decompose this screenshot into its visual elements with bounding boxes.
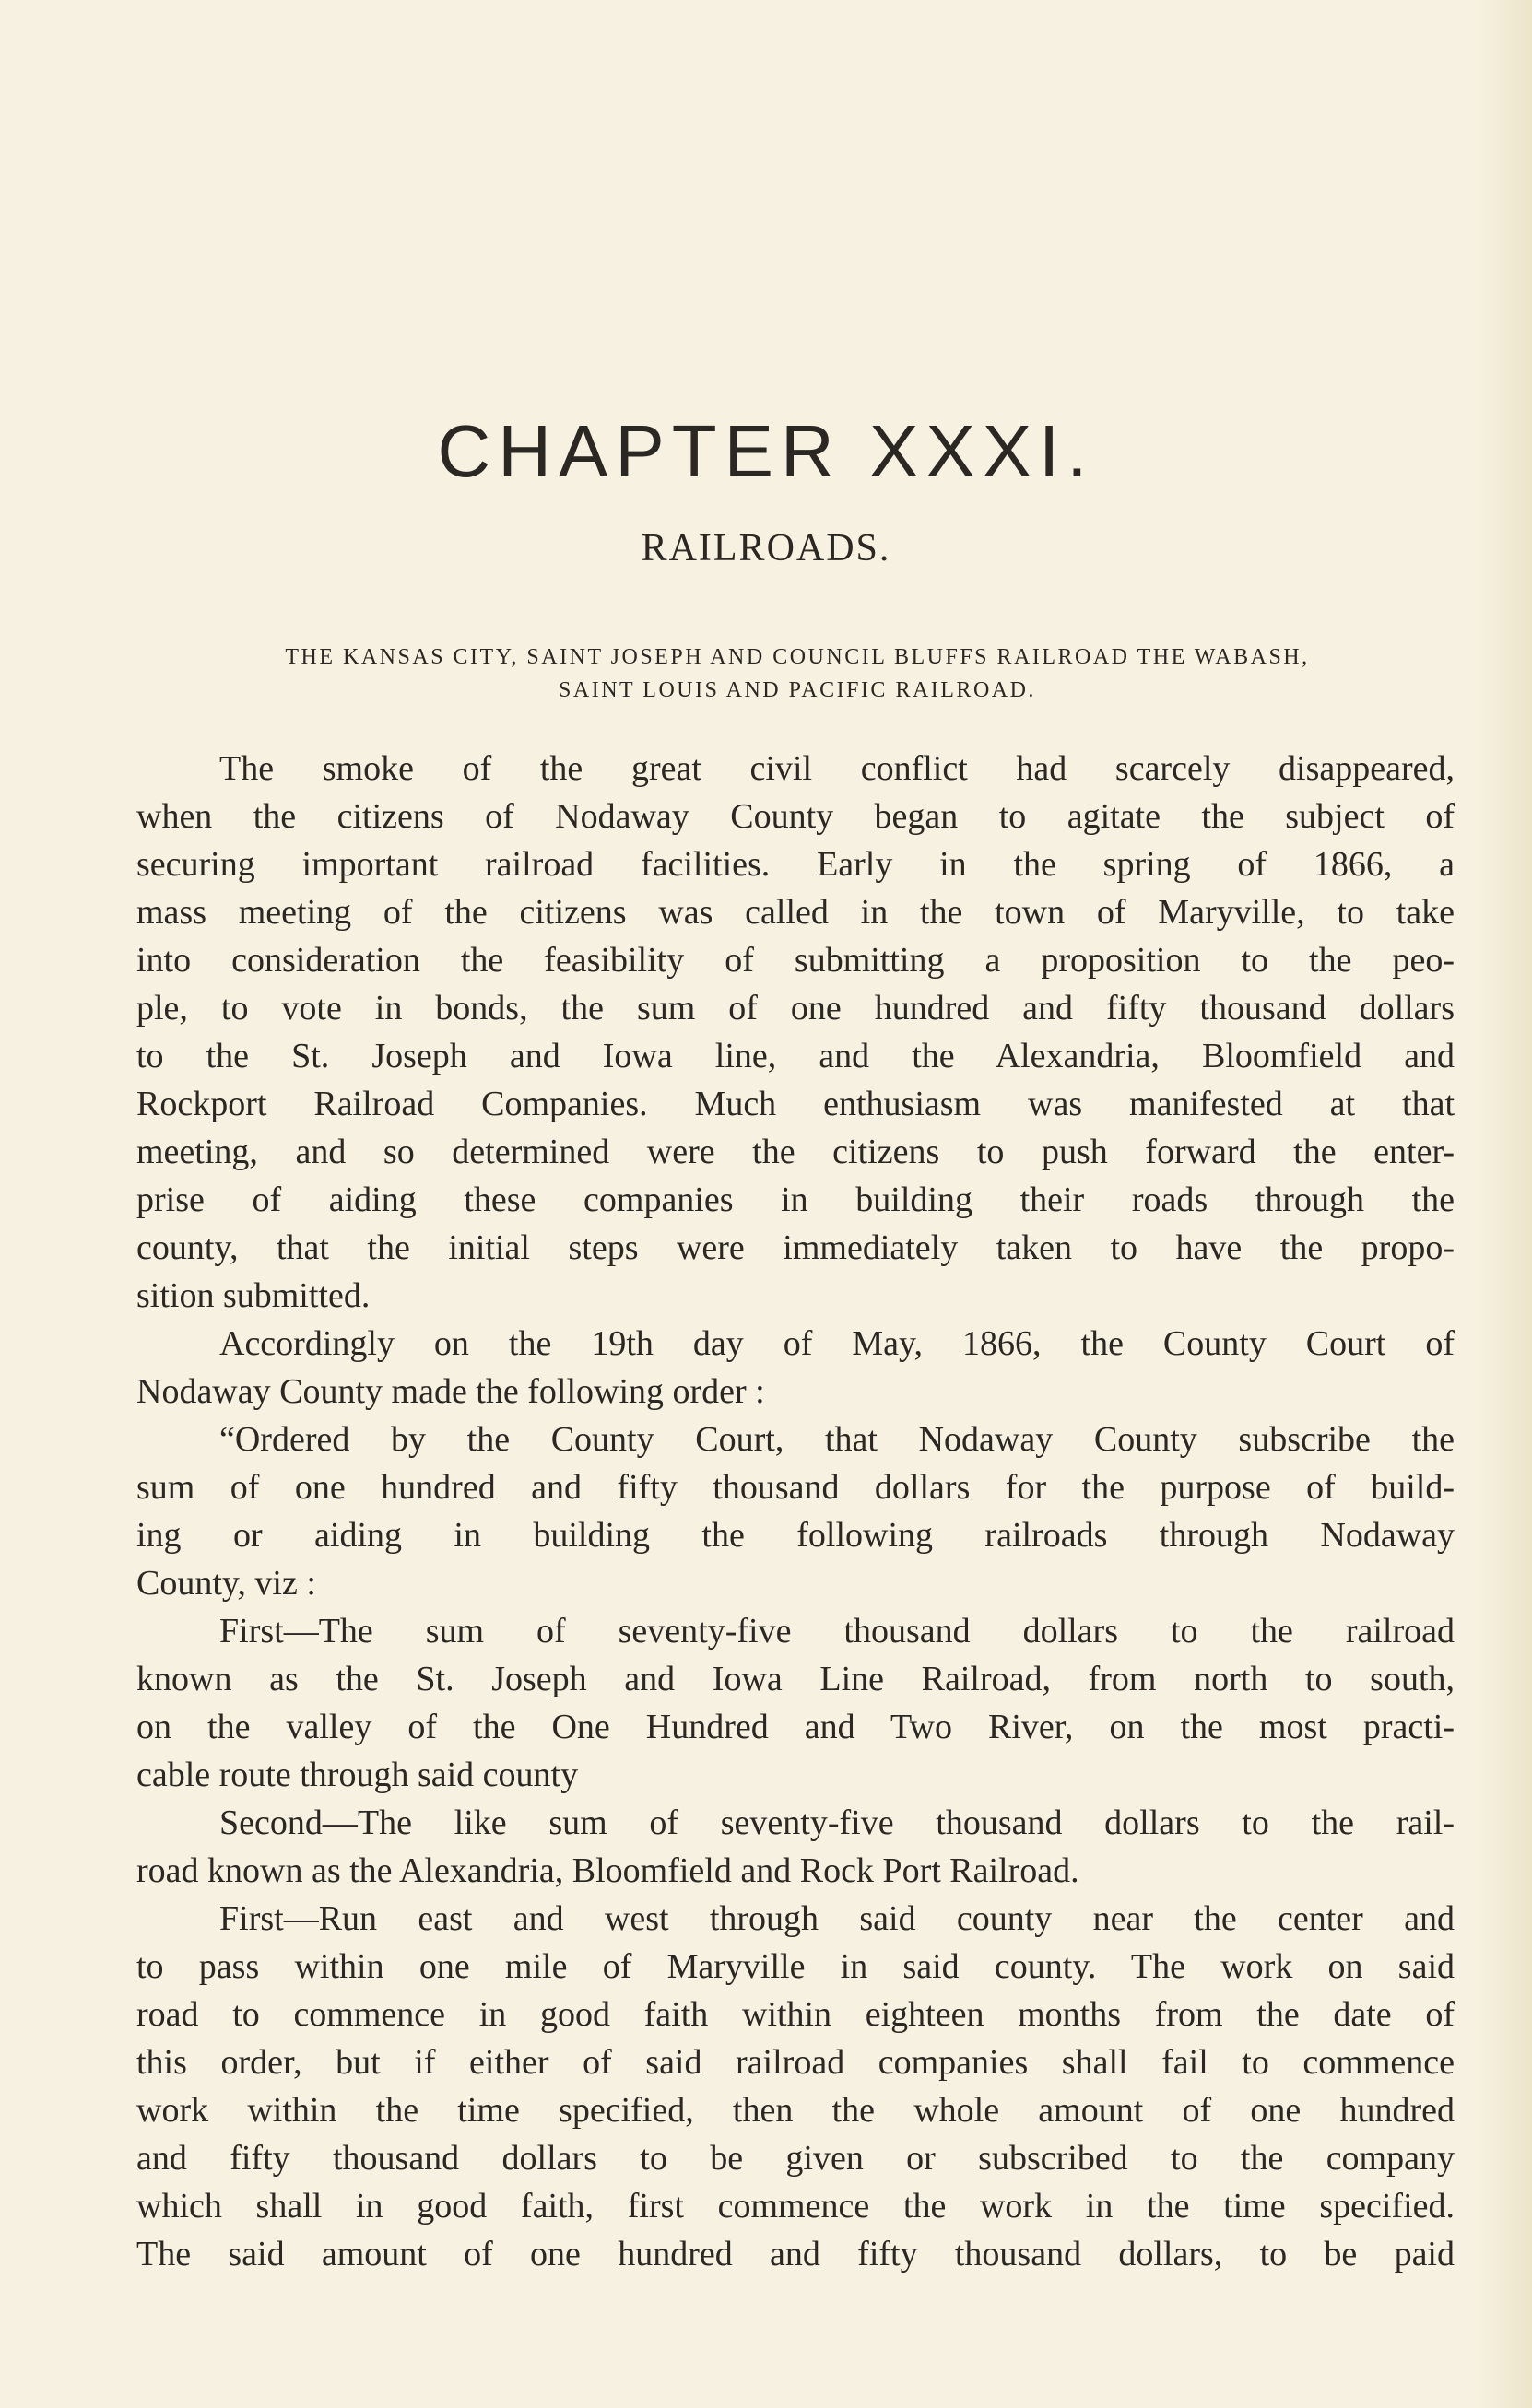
text-line: and fifty thousand dollars to be given or subscribed to the company xyxy=(136,2139,1455,2178)
text-line: ing or aiding in building the following railroads through Nodaway xyxy=(136,1516,1455,1555)
text-line: sition submitted. xyxy=(136,1276,371,1315)
text-line: First—The sum of seventy-five thousand dollars to the railroad xyxy=(219,1612,1455,1650)
text-line: into consideration the feasibility of submitting a proposition to the peo- xyxy=(136,941,1455,980)
text-line: First—Run east and west through said county near the center and xyxy=(219,1899,1455,1938)
text-line: which shall in good faith, first commence the work in the time specified. xyxy=(136,2187,1455,2226)
text-line: on the valley of the One Hundred and Two River, on the most practi- xyxy=(136,1708,1455,1746)
body-text xyxy=(136,745,1455,2278)
text-line: road known as the Alexandria, Bloomfield and Rock Port Railroad. xyxy=(136,1851,1079,1890)
text-line: to the St. Joseph and Iowa line, and the Alexandria, Bloomfield and xyxy=(136,1037,1455,1075)
text-line: county, that the initial steps were immediately taken to have the propo- xyxy=(136,1228,1455,1267)
text-line: prise of aiding these companies in building their roads through the xyxy=(136,1181,1455,1219)
text-line: this order, but if either of said railroad companies shall fail to commence xyxy=(136,2043,1455,2082)
chapter-title: CHAPTER XXXI. xyxy=(437,410,1095,492)
text-line: meeting, and so determined were the citizens to push forward the enter- xyxy=(136,1133,1455,1171)
text-line: Rockport Railroad Companies. Much enthusiasm was manifested at that xyxy=(136,1085,1455,1123)
text-line: County, viz : xyxy=(136,1564,316,1603)
text-line: road to commence in good faith within eighteen months from the date of xyxy=(136,1995,1455,2034)
text-line: ple, to vote in bonds, the sum of one hundred and fifty thousand dollars xyxy=(136,989,1455,1028)
page-edge-shade xyxy=(1477,0,1532,2408)
text-line: Nodaway County made the following order : xyxy=(136,1372,765,1411)
subheading-line-1: THE KANSAS CITY, SAINT JOSEPH AND COUNCIL BLUFFS RAILROAD THE WABASH, xyxy=(285,645,1310,669)
text-line: Second—The like sum of seventy-five thousand dollars to the rail- xyxy=(219,1803,1455,1842)
text-line: cable route through said county xyxy=(136,1756,579,1794)
text-line: “Ordered by the County Court, that Nodaway County subscribe the xyxy=(219,1420,1455,1459)
text-line: The smoke of the great civil conflict had scarcely disappeared, xyxy=(219,749,1455,788)
text-line: mass meeting of the citizens was called in the town of Maryville, to take xyxy=(136,893,1455,932)
text-line: sum of one hundred and fifty thousand dollars for the purpose of build- xyxy=(136,1468,1455,1507)
subheading-line-2: SAINT LOUIS AND PACIFIC RAILROAD. xyxy=(559,678,1036,702)
text-line: Accordingly on the 19th day of May, 1866, the County Court of xyxy=(219,1324,1455,1363)
text-line: when the citizens of Nodaway County began to agitate the subject of xyxy=(136,797,1455,836)
text-line: work within the time specified, then the whole amount of one hundred xyxy=(136,2091,1455,2130)
text-line: securing important railroad facilities. Early in the spring of 1866, a xyxy=(136,845,1455,884)
section-title: RAILROADS. xyxy=(641,527,891,570)
chapter-subheading xyxy=(134,640,1461,707)
text-line: known as the St. Joseph and Iowa Line Railroad, from north to south, xyxy=(136,1660,1455,1698)
text-line: to pass within one mile of Maryville in said county. The work on said xyxy=(136,1947,1455,1986)
text-line: The said amount of one hundred and fifty thousand dollars, to be paid xyxy=(136,2235,1455,2273)
